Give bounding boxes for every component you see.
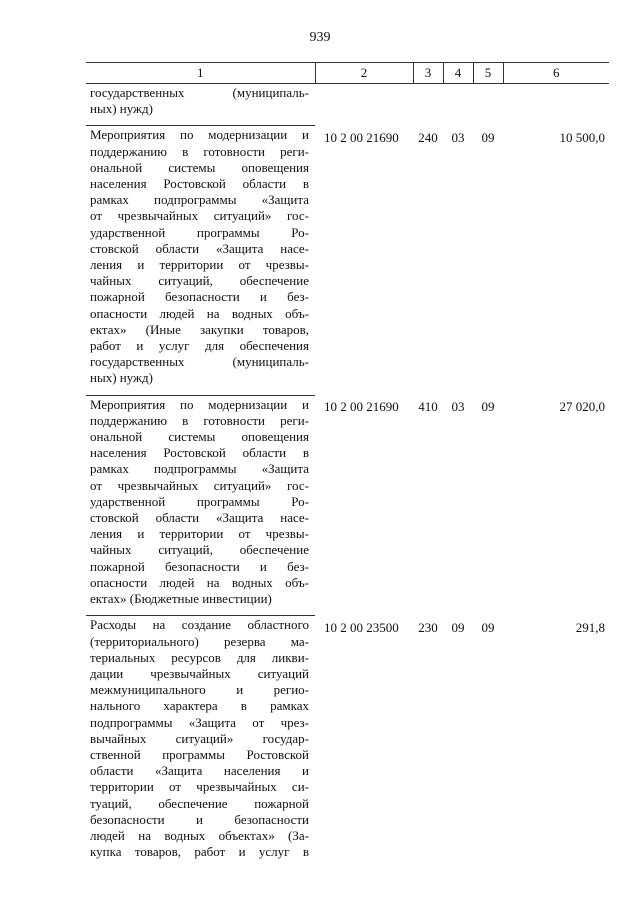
description-line: ектах» (Иные закупки товаров,: [90, 321, 309, 337]
description-line: нального характера в рамках: [90, 698, 309, 714]
section-code: 03: [451, 129, 465, 145]
target-code: 10 2 00 23500: [324, 619, 399, 635]
header-col-6: 6: [503, 63, 609, 84]
description-line: ударственной программы Ро-: [90, 224, 309, 240]
description-line: населения Ростовской области в: [90, 176, 309, 192]
description-line: ления и территории от чрезвы-: [90, 257, 309, 273]
description-line: ектах» (Бюджетные инвестиции): [90, 591, 272, 607]
description-line: от чрезвычайных ситуаций» гос-: [90, 477, 309, 493]
amount: 27 020,0: [559, 399, 605, 415]
description-line: стовской области «Защита насе-: [90, 510, 309, 526]
section-code: 09: [451, 619, 465, 635]
header-col-3: 3: [413, 63, 443, 84]
description-line: территории от чрезвычайных си-: [90, 779, 309, 795]
expense-type: 230: [418, 619, 438, 635]
row-description: [86, 616, 315, 869]
description-line: поддержанию в готовности реги-: [90, 143, 309, 159]
description-line: ональной системы оповещения: [90, 159, 309, 175]
description-line: пожарной безопасности и без-: [90, 558, 309, 574]
header-col-1: 1: [86, 63, 315, 84]
subsection-code: 09: [481, 619, 495, 635]
description-line: вычайных ситуаций» государ-: [90, 730, 309, 746]
description-line: работ и услуг для обеспечения: [90, 338, 309, 354]
row-description: [86, 126, 315, 395]
description-line: Мероприятия по модернизации и: [90, 396, 309, 412]
table-row: [86, 126, 609, 395]
description-line: Мероприятия по модернизации и: [90, 127, 309, 143]
description-line: чайных ситуаций, обеспечение: [90, 273, 309, 289]
description-line: ональной системы оповещения: [90, 429, 309, 445]
page-number: 939: [309, 30, 331, 45]
description-line: териальных ресурсов для ликви-: [90, 649, 309, 665]
description-line: опасности людей на водных объ-: [90, 574, 309, 590]
amount: 291,8: [575, 619, 605, 635]
description-line: ударственной программы Ро-: [90, 493, 309, 509]
table-row: [86, 616, 609, 869]
expense-type: 410: [418, 399, 438, 415]
header-col-4: 4: [443, 63, 473, 84]
description-line: дации чрезвычайных ситуаций: [90, 665, 309, 681]
expense-type: 240: [418, 129, 438, 145]
description-line: ных) нужд): [90, 370, 153, 386]
description-line: рамках подпрограммы «Защита: [90, 192, 309, 208]
table-row: [86, 395, 609, 616]
budget-table: [86, 62, 609, 868]
header-row: [86, 63, 609, 84]
description-line: подпрограммы «Защита от чрез-: [90, 714, 309, 730]
section-code: 03: [451, 399, 465, 415]
header-col-5: 5: [473, 63, 503, 84]
subsection-code: 09: [481, 129, 495, 145]
description-line: стовской области «Защита насе-: [90, 240, 309, 256]
target-code: 10 2 00 21690: [324, 129, 399, 145]
description-line: (территориального) резерва ма-: [90, 633, 309, 649]
description-line: людей на водных объектах» (За-: [90, 827, 309, 843]
description-line: от чрезвычайных ситуаций» гос-: [90, 208, 309, 224]
description-line: государственных (муниципаль-: [90, 354, 309, 370]
description-line: области «Защита населения и: [90, 763, 309, 779]
description-line: купка товаров, работ и услуг в: [90, 844, 309, 860]
description-line: пожарной безопасности и без-: [90, 289, 309, 305]
target-code: 10 2 00 21690: [324, 399, 399, 415]
header-col-2: 2: [315, 63, 413, 84]
description-line: туаций, обеспечение пожарной: [90, 795, 309, 811]
description-line: ственной программы Ростовской: [90, 746, 309, 762]
description-line: поддержанию в готовности реги-: [90, 412, 309, 428]
description-line: Расходы на создание областного: [90, 617, 309, 633]
description-line: ления и территории от чрезвы-: [90, 526, 309, 542]
description-line: безопасности и безопасности: [90, 811, 309, 827]
row-description: [86, 395, 315, 616]
description-line: чайных ситуаций, обеспечение: [90, 542, 309, 558]
amount: 10 500,0: [559, 129, 605, 145]
description-line: ных) нужд): [90, 101, 153, 117]
description-line: рамках подпрограммы «Защита: [90, 461, 309, 477]
description-line: населения Ростовской области в: [90, 445, 309, 461]
description-line: межмуниципального и регио-: [90, 682, 309, 698]
description-line: опасности людей на водных объ-: [90, 305, 309, 321]
row-description: [86, 84, 315, 126]
description-line: государственных (муниципаль-: [90, 85, 309, 100]
subsection-code: 09: [481, 399, 495, 415]
table-row-continuation: [86, 84, 609, 126]
